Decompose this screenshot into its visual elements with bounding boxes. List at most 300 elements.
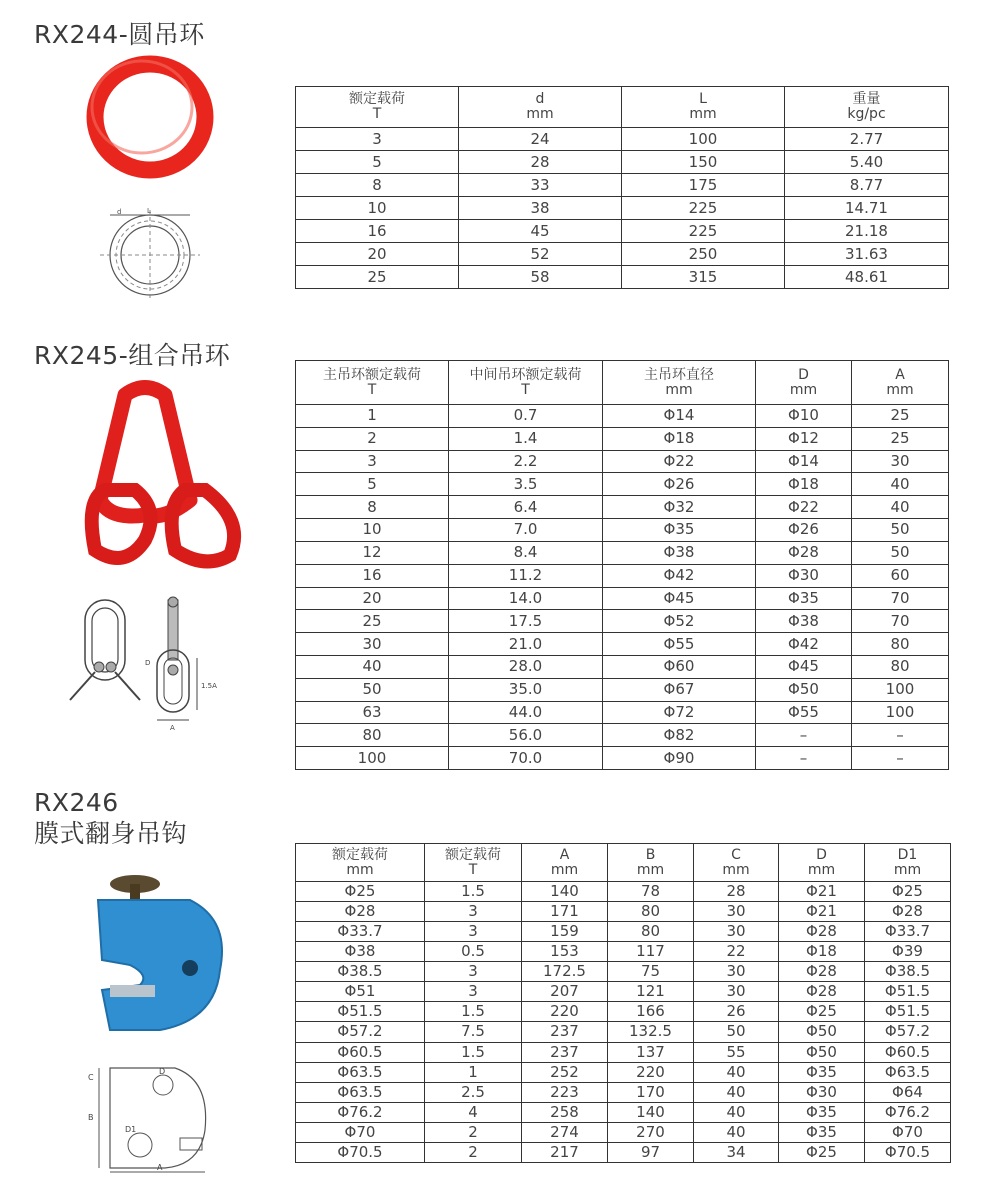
table-row	[296, 151, 949, 174]
table-cell: Φ30	[756, 564, 852, 587]
table-cell: Φ60	[603, 655, 756, 678]
table-row	[296, 197, 949, 220]
table-cell: 1	[425, 1062, 522, 1082]
diagram-label-B: B	[88, 1113, 94, 1122]
table-row	[296, 266, 949, 289]
table-cell: 75	[608, 962, 694, 982]
table-cell: Φ70.5	[865, 1142, 951, 1162]
diagram-label-C: C	[88, 1073, 94, 1082]
column-header-line: T	[468, 861, 478, 878]
table-cell: 140	[522, 882, 608, 902]
table-cell: 0.7	[449, 405, 603, 428]
table-cell: 0.5	[425, 942, 522, 962]
table-cell: 100	[852, 678, 949, 701]
table-cell: Φ55	[756, 701, 852, 724]
table-cell: 33	[459, 174, 622, 197]
table-cell: 132.5	[608, 1022, 694, 1042]
table-row	[296, 1122, 951, 1142]
table-cell: Φ63.5	[296, 1062, 425, 1082]
table-cell: 270	[608, 1122, 694, 1142]
diagram-label-L: L	[147, 207, 151, 215]
table-cell: Φ30	[779, 1082, 865, 1102]
section-title-rx246: RX246	[34, 788, 119, 817]
table-cell: Φ70.5	[296, 1142, 425, 1162]
table-cell: Φ45	[756, 655, 852, 678]
table-cell: Φ28	[779, 982, 865, 1002]
table-cell: 2	[425, 1122, 522, 1142]
table-cell: 150	[622, 151, 785, 174]
table-cell: 225	[622, 220, 785, 243]
table-cell: 3.5	[449, 473, 603, 496]
table-cell: 30	[852, 450, 949, 473]
column-header	[852, 361, 949, 405]
round-ring-diagram	[95, 205, 205, 300]
table-cell: Φ35	[779, 1122, 865, 1142]
column-header-line: D	[798, 366, 809, 383]
table-cell: 1	[296, 405, 449, 428]
table-cell: 7.5	[425, 1022, 522, 1042]
table-row	[296, 220, 949, 243]
plate-clamp-diagram	[85, 1060, 225, 1175]
table-cell: 25	[296, 266, 459, 289]
table-cell: Φ57.2	[296, 1022, 425, 1042]
table-cell: 1.5	[425, 1042, 522, 1062]
column-header-line: mm	[893, 861, 922, 878]
table-cell: 28	[459, 151, 622, 174]
table-cell: 166	[608, 1002, 694, 1022]
table-cell: 70	[852, 610, 949, 633]
table-cell: Φ50	[779, 1022, 865, 1042]
table-cell: 26	[694, 1002, 779, 1022]
table-row	[296, 1042, 951, 1062]
table-row	[296, 922, 951, 942]
table-cell: 30	[694, 962, 779, 982]
table-cell: 217	[522, 1142, 608, 1162]
table-cell: 24	[459, 128, 622, 151]
column-header-line: mm	[665, 381, 693, 398]
table-cell: 252	[522, 1062, 608, 1082]
table-cell: Φ38.5	[296, 962, 425, 982]
table-cell: 80	[296, 724, 449, 747]
table-cell: 21.18	[785, 220, 949, 243]
table-cell: 34	[694, 1142, 779, 1162]
table-cell: Φ12	[756, 427, 852, 450]
table-cell: 55	[694, 1042, 779, 1062]
table-cell: 80	[852, 633, 949, 656]
table-cell: 121	[608, 982, 694, 1002]
table-cell: 21.0	[449, 633, 603, 656]
table-cell: 10	[296, 197, 459, 220]
table-cell: Φ51.5	[865, 1002, 951, 1022]
column-header	[622, 87, 785, 128]
table-row	[296, 128, 949, 151]
table-cell: 3	[296, 450, 449, 473]
column-header-line: D1	[897, 846, 918, 863]
table-cell: Φ10	[756, 405, 852, 428]
table-cell: 5	[296, 473, 449, 496]
table-cell: 140	[608, 1102, 694, 1122]
table-row	[296, 701, 949, 724]
table-row	[296, 982, 951, 1002]
table-row	[296, 496, 949, 519]
table-cell: 50	[296, 678, 449, 701]
table-cell: 153	[522, 942, 608, 962]
table-cell: Φ76.2	[865, 1102, 951, 1122]
table-cell: 1.4	[449, 427, 603, 450]
table-row	[296, 655, 949, 678]
table-cell: 250	[622, 243, 785, 266]
table-cell: 14.71	[785, 197, 949, 220]
table-row	[296, 1002, 951, 1022]
column-header-line: 主吊环直径	[644, 366, 714, 383]
table-cell: Φ57.2	[865, 1022, 951, 1042]
table-row	[296, 541, 949, 564]
table-cell: 30	[296, 633, 449, 656]
table-cell: 237	[522, 1022, 608, 1042]
section-title-rx244: RX244-圆吊环	[34, 20, 205, 49]
column-header	[779, 844, 865, 882]
table-cell: 22	[694, 942, 779, 962]
table-cell: 3	[296, 128, 459, 151]
table-cell: 44.0	[449, 701, 603, 724]
plate-clamp-photo	[90, 870, 240, 1055]
table-row	[296, 587, 949, 610]
table-cell: 63	[296, 701, 449, 724]
table-row	[296, 427, 949, 450]
table-cell: 117	[608, 942, 694, 962]
table-cell: 20	[296, 243, 459, 266]
column-header-line: 主吊环额定载荷	[323, 366, 421, 383]
table-cell: Φ38	[296, 942, 425, 962]
column-header-line: L	[699, 91, 707, 107]
table-cell: Φ28	[779, 922, 865, 942]
column-header-line: mm	[346, 861, 374, 878]
table-row	[296, 473, 949, 496]
diagram-label-A: A	[157, 1163, 163, 1172]
table-cell: Φ32	[603, 496, 756, 519]
table-cell: Φ25	[779, 1142, 865, 1162]
table-cell: Φ35	[756, 587, 852, 610]
table-cell: 171	[522, 902, 608, 922]
table-cell: 2.77	[785, 128, 949, 151]
table-row	[296, 678, 949, 701]
column-header	[522, 844, 608, 882]
table-cell: 315	[622, 266, 785, 289]
column-header-line: mm	[526, 106, 554, 122]
table-cell: 100	[622, 128, 785, 151]
column-header	[296, 361, 449, 405]
table-cell: 8.4	[449, 541, 603, 564]
table-cell: –	[852, 724, 949, 747]
column-header-line: T	[367, 381, 377, 398]
table-cell: 78	[608, 882, 694, 902]
column-header-line: 中间吊环额定载荷	[469, 366, 582, 383]
table-cell: 8	[296, 496, 449, 519]
table-row	[296, 747, 949, 770]
section-title-rx245: RX245-组合吊环	[34, 341, 231, 370]
table-cell: 3	[425, 962, 522, 982]
rx246-spec-table	[295, 843, 951, 1163]
table-cell: 40	[694, 1082, 779, 1102]
table-cell: Φ28	[865, 902, 951, 922]
table-row	[296, 174, 949, 197]
table-row	[296, 1062, 951, 1082]
column-header-line: T	[521, 381, 530, 398]
table-cell: 70	[852, 587, 949, 610]
table-cell: Φ64	[865, 1082, 951, 1102]
table-cell: Φ14	[756, 450, 852, 473]
table-cell: Φ25	[865, 882, 951, 902]
table-cell: 40	[694, 1062, 779, 1082]
table-cell: Φ35	[779, 1102, 865, 1122]
table-cell: Φ60.5	[296, 1042, 425, 1062]
section-subtitle-rx246: 膜式翻身吊钩	[34, 819, 188, 848]
table-cell: Φ42	[603, 564, 756, 587]
table-cell: 17.5	[449, 610, 603, 633]
table-row	[296, 1102, 951, 1122]
column-header-line: 额定载荷	[349, 91, 405, 107]
table-cell: Φ25	[296, 882, 425, 902]
table-cell: Φ50	[779, 1042, 865, 1062]
table-cell: 38	[459, 197, 622, 220]
table-cell: Φ35	[603, 519, 756, 542]
round-ring-photo	[80, 52, 220, 182]
table-cell: 58	[459, 266, 622, 289]
table-cell: 8	[296, 174, 459, 197]
table-cell: Φ70	[865, 1122, 951, 1142]
column-header-line: mm	[550, 861, 579, 878]
table-cell: Φ21	[779, 902, 865, 922]
table-cell: 25	[852, 427, 949, 450]
table-row	[296, 405, 949, 428]
column-header-line: A	[895, 366, 905, 383]
table-cell: 3	[425, 902, 522, 922]
column-header	[296, 844, 425, 882]
table-cell: 48.61	[785, 266, 949, 289]
column-header-line: 重量	[852, 91, 881, 107]
table-row	[296, 450, 949, 473]
table-row	[296, 962, 951, 982]
table-row	[296, 243, 949, 266]
table-cell: 137	[608, 1042, 694, 1062]
table-cell: 45	[459, 220, 622, 243]
table-row	[296, 1142, 951, 1162]
table-row	[296, 610, 949, 633]
table-cell: 2.5	[425, 1082, 522, 1102]
table-row	[296, 902, 951, 922]
diagram-label-D: D	[159, 1067, 166, 1076]
column-header-line: mm	[636, 861, 665, 878]
table-cell: Φ25	[779, 1002, 865, 1022]
table-cell: Φ22	[756, 496, 852, 519]
table-cell: 2	[425, 1142, 522, 1162]
table-cell: 4	[425, 1102, 522, 1122]
table-cell: 170	[608, 1082, 694, 1102]
table-cell: 220	[608, 1062, 694, 1082]
table-cell: Φ33.7	[296, 922, 425, 942]
table-cell: 8.77	[785, 174, 949, 197]
table-cell: Φ50	[756, 678, 852, 701]
table-cell: 1.5	[425, 1002, 522, 1022]
table-cell: 11.2	[449, 564, 603, 587]
column-header	[449, 361, 603, 405]
table-cell: 5	[296, 151, 459, 174]
table-cell: 207	[522, 982, 608, 1002]
table-cell: Φ21	[779, 882, 865, 902]
table-cell: Φ90	[603, 747, 756, 770]
table-cell: 80	[852, 655, 949, 678]
table-cell: 6.4	[449, 496, 603, 519]
column-header	[296, 87, 459, 128]
table-cell: Φ60.5	[865, 1042, 951, 1062]
table-cell: 60	[852, 564, 949, 587]
table-cell: 220	[522, 1002, 608, 1022]
table-row	[296, 882, 951, 902]
table-cell: 5.40	[785, 151, 949, 174]
table-cell: Φ72	[603, 701, 756, 724]
table-cell: 52	[459, 243, 622, 266]
table-cell: 16	[296, 220, 459, 243]
table-row	[296, 724, 949, 747]
column-header	[694, 844, 779, 882]
table-cell: Φ22	[603, 450, 756, 473]
table-cell: Φ70	[296, 1122, 425, 1142]
table-row	[296, 1022, 951, 1042]
table-cell: 70.0	[449, 747, 603, 770]
table-cell: 40	[852, 473, 949, 496]
table-cell: 258	[522, 1102, 608, 1122]
diagram-label-1-5A: 1.5A	[201, 682, 217, 690]
table-cell: Φ28	[756, 541, 852, 564]
table-cell: Φ26	[603, 473, 756, 496]
column-header-line: 额定载荷	[332, 846, 388, 863]
table-cell: 175	[622, 174, 785, 197]
table-cell: 80	[608, 922, 694, 942]
table-cell: –	[756, 724, 852, 747]
table-cell: 7.0	[449, 519, 603, 542]
diagram-label-A: A	[170, 724, 175, 732]
table-cell: 237	[522, 1042, 608, 1062]
table-cell: Φ38	[603, 541, 756, 564]
diagram-label-D: D	[145, 659, 151, 667]
table-cell: 3	[425, 982, 522, 1002]
table-cell: 50	[852, 541, 949, 564]
table-cell: 25	[852, 405, 949, 428]
column-header-line: d	[535, 91, 545, 107]
table-cell: 172.5	[522, 962, 608, 982]
column-header-line: mm	[807, 861, 836, 878]
table-cell: 10	[296, 519, 449, 542]
column-header	[608, 844, 694, 882]
table-cell: 2	[296, 427, 449, 450]
table-row	[296, 942, 951, 962]
table-cell: Φ18	[603, 427, 756, 450]
table-cell: Φ51	[296, 982, 425, 1002]
table-cell: Φ39	[865, 942, 951, 962]
column-header	[865, 844, 951, 882]
table-cell: Φ26	[756, 519, 852, 542]
column-header	[785, 87, 949, 128]
table-cell: 100	[296, 747, 449, 770]
table-cell: Φ82	[603, 724, 756, 747]
table-cell: Φ51.5	[296, 1002, 425, 1022]
table-cell: 20	[296, 587, 449, 610]
table-cell: 40	[852, 496, 949, 519]
table-cell: 12	[296, 541, 449, 564]
table-cell: 1.5	[425, 882, 522, 902]
table-cell: Φ33.7	[865, 922, 951, 942]
table-cell: 159	[522, 922, 608, 942]
table-cell: 80	[608, 902, 694, 922]
column-header-line: T	[372, 106, 382, 122]
table-cell: 35.0	[449, 678, 603, 701]
table-cell: 50	[852, 519, 949, 542]
table-cell: 3	[425, 922, 522, 942]
table-cell: 30	[694, 902, 779, 922]
table-cell: 274	[522, 1122, 608, 1142]
column-header-line: mm	[789, 381, 818, 398]
table-row	[296, 633, 949, 656]
column-header-line: 额定载荷	[445, 846, 501, 863]
table-cell: Φ35	[779, 1062, 865, 1082]
table-row	[296, 1082, 951, 1102]
table-cell: Φ18	[779, 942, 865, 962]
column-header-line: B	[645, 846, 656, 863]
table-cell: 97	[608, 1142, 694, 1162]
column-header	[756, 361, 852, 405]
table-cell: Φ76.2	[296, 1102, 425, 1122]
table-cell: Φ38	[756, 610, 852, 633]
table-cell: Φ45	[603, 587, 756, 610]
table-cell: Φ51.5	[865, 982, 951, 1002]
table-cell: –	[852, 747, 949, 770]
table-cell: Φ38.5	[865, 962, 951, 982]
table-cell: 50	[694, 1022, 779, 1042]
table-cell: Φ55	[603, 633, 756, 656]
table-cell: 56.0	[449, 724, 603, 747]
combination-ring-photo	[65, 380, 265, 580]
column-header-line: mm	[689, 106, 717, 122]
table-cell: Φ28	[296, 902, 425, 922]
table-row	[296, 519, 949, 542]
table-cell: 30	[694, 922, 779, 942]
column-header-line: kg/pc	[847, 106, 886, 122]
table-cell: Φ63.5	[865, 1062, 951, 1082]
column-header	[425, 844, 522, 882]
column-header-line: C	[731, 846, 741, 863]
column-header-line: D	[816, 846, 827, 863]
table-cell: 100	[852, 701, 949, 724]
column-header-line: A	[559, 846, 570, 863]
column-header-line: mm	[722, 861, 750, 878]
table-cell: 40	[296, 655, 449, 678]
table-cell: 28	[694, 882, 779, 902]
table-cell: 223	[522, 1082, 608, 1102]
table-cell: 40	[694, 1102, 779, 1122]
diagram-label-D1: D1	[125, 1125, 137, 1134]
table-cell: –	[756, 747, 852, 770]
table-cell: Φ14	[603, 405, 756, 428]
table-cell: Φ63.5	[296, 1082, 425, 1102]
rx244-spec-table	[295, 86, 949, 289]
column-header-line: mm	[886, 381, 914, 398]
table-cell: 30	[694, 982, 779, 1002]
table-cell: 16	[296, 564, 449, 587]
table-cell: Φ28	[779, 962, 865, 982]
combination-ring-diagram	[65, 590, 230, 735]
diagram-label-d: d	[117, 208, 122, 216]
table-cell: 28.0	[449, 655, 603, 678]
